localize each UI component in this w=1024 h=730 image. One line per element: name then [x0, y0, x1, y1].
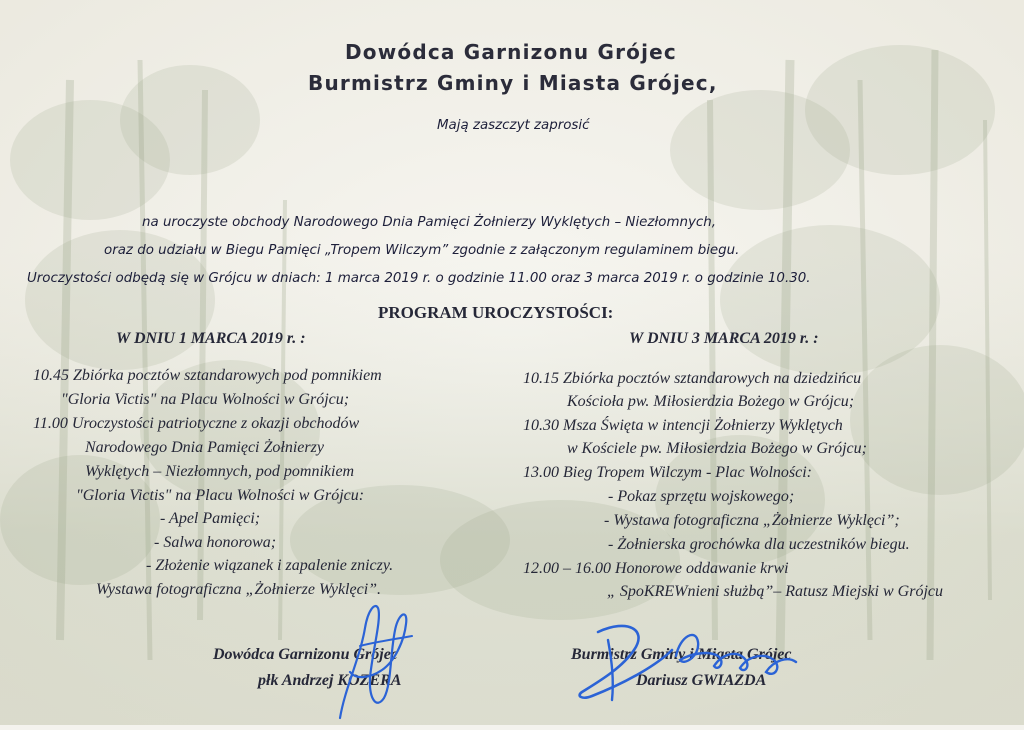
day3-line: 12.00 – 16.00 Honorowe oddawanie krwi: [523, 560, 789, 577]
day3-line: - Wystawa fotograficzna „Żołnierze Wyklęci”;: [604, 512, 900, 529]
day1-heading: W DNIU 1 MARCA 2019 r. :: [116, 330, 306, 347]
day3-line: w Kościele pw. Miłosierdzia Bożego w Grójcu;: [567, 440, 867, 457]
right-signatory-title: Burmistrz Gminy i Miasta Grójec: [571, 646, 792, 663]
right-handwritten-signature: [568, 610, 808, 710]
day1-line: "Gloria Victis" na Placu Wolności w Grójcu;: [61, 391, 350, 408]
day3-heading: W DNIU 3 MARCA 2019 r. :: [629, 330, 819, 347]
day3-line: Kościoła pw. Miłosierdzia Bożego w Grójcu;: [567, 393, 855, 410]
day3-line: - Pokaz sprzętu wojskowego;: [608, 488, 795, 505]
day1-line: "Gloria Victis" na Placu Wolności w Grójcu:: [76, 487, 365, 504]
day1-line: 11.00 Uroczystości patriotyczne z okazji obchodów: [33, 415, 360, 432]
left-handwritten-signature: [320, 598, 430, 723]
day1-line: Narodowego Dnia Pamięci Żołnierzy: [85, 439, 324, 456]
left-signatory-name: płk Andrzej KOZERA: [258, 672, 402, 689]
day1-line: - Złożenie wiązanek i zapalenie zniczy.: [146, 557, 394, 574]
intro-line-3: Uroczystości odbędą się w Grójcu w dniach: 1 marca 2019 r. o godzinie 11.00 oraz 3 marca 2019 r. o godzinie 10.30.: [27, 271, 811, 286]
day3-line: - Żołnierska grochówka dla uczestników biegu.: [608, 536, 910, 553]
header-commander: Dowódca Garnizonu Grójec: [345, 40, 677, 64]
day1-line: - Salwa honorowa;: [154, 534, 277, 551]
invite-line: Mają zaszczyt zaprosić: [437, 118, 590, 133]
day1-line: Wyklętych – Niezłomnych, pod pomnikiem: [85, 463, 355, 480]
day1-line: Wystawa fotograficzna „Żołnierze Wyklęci”.: [96, 581, 382, 598]
intro-line-1: na uroczyste obchody Narodowego Dnia Pamięci Żołnierzy Wyklętych – Niezłomnych,: [142, 215, 717, 230]
intro-line-2: oraz do udziału w Biegu Pamięci „Tropem Wilczym” zgodnie z załączonym regulaminem biegu.: [104, 243, 740, 258]
day1-line: - Apel Pamięci;: [160, 510, 261, 527]
day3-line: 13.00 Bieg Tropem Wilczym - Plac Wolności:: [523, 464, 812, 481]
day1-line: 10.45 Zbiórka pocztów sztandarowych pod pomnikiem: [33, 367, 382, 384]
left-signatory-title: Dowódca Garnizonu Grójec: [213, 646, 398, 663]
program-title: PROGRAM UROCZYSTOŚCI:: [378, 303, 614, 322]
right-signatory-name: Dariusz GWIAZDA: [636, 672, 767, 689]
day3-line: „ SpoKREWnieni służbą”– Ratusz Miejski w Grójcu: [607, 583, 943, 600]
header-mayor: Burmistrz Gminy i Miasta Grójec,: [308, 71, 718, 95]
day3-line: 10.15 Zbiórka pocztów sztandarowych na dziedzińcu: [523, 370, 862, 387]
day3-line: 10.30 Msza Święta w intencji Żołnierzy Wyklętych: [523, 417, 843, 434]
